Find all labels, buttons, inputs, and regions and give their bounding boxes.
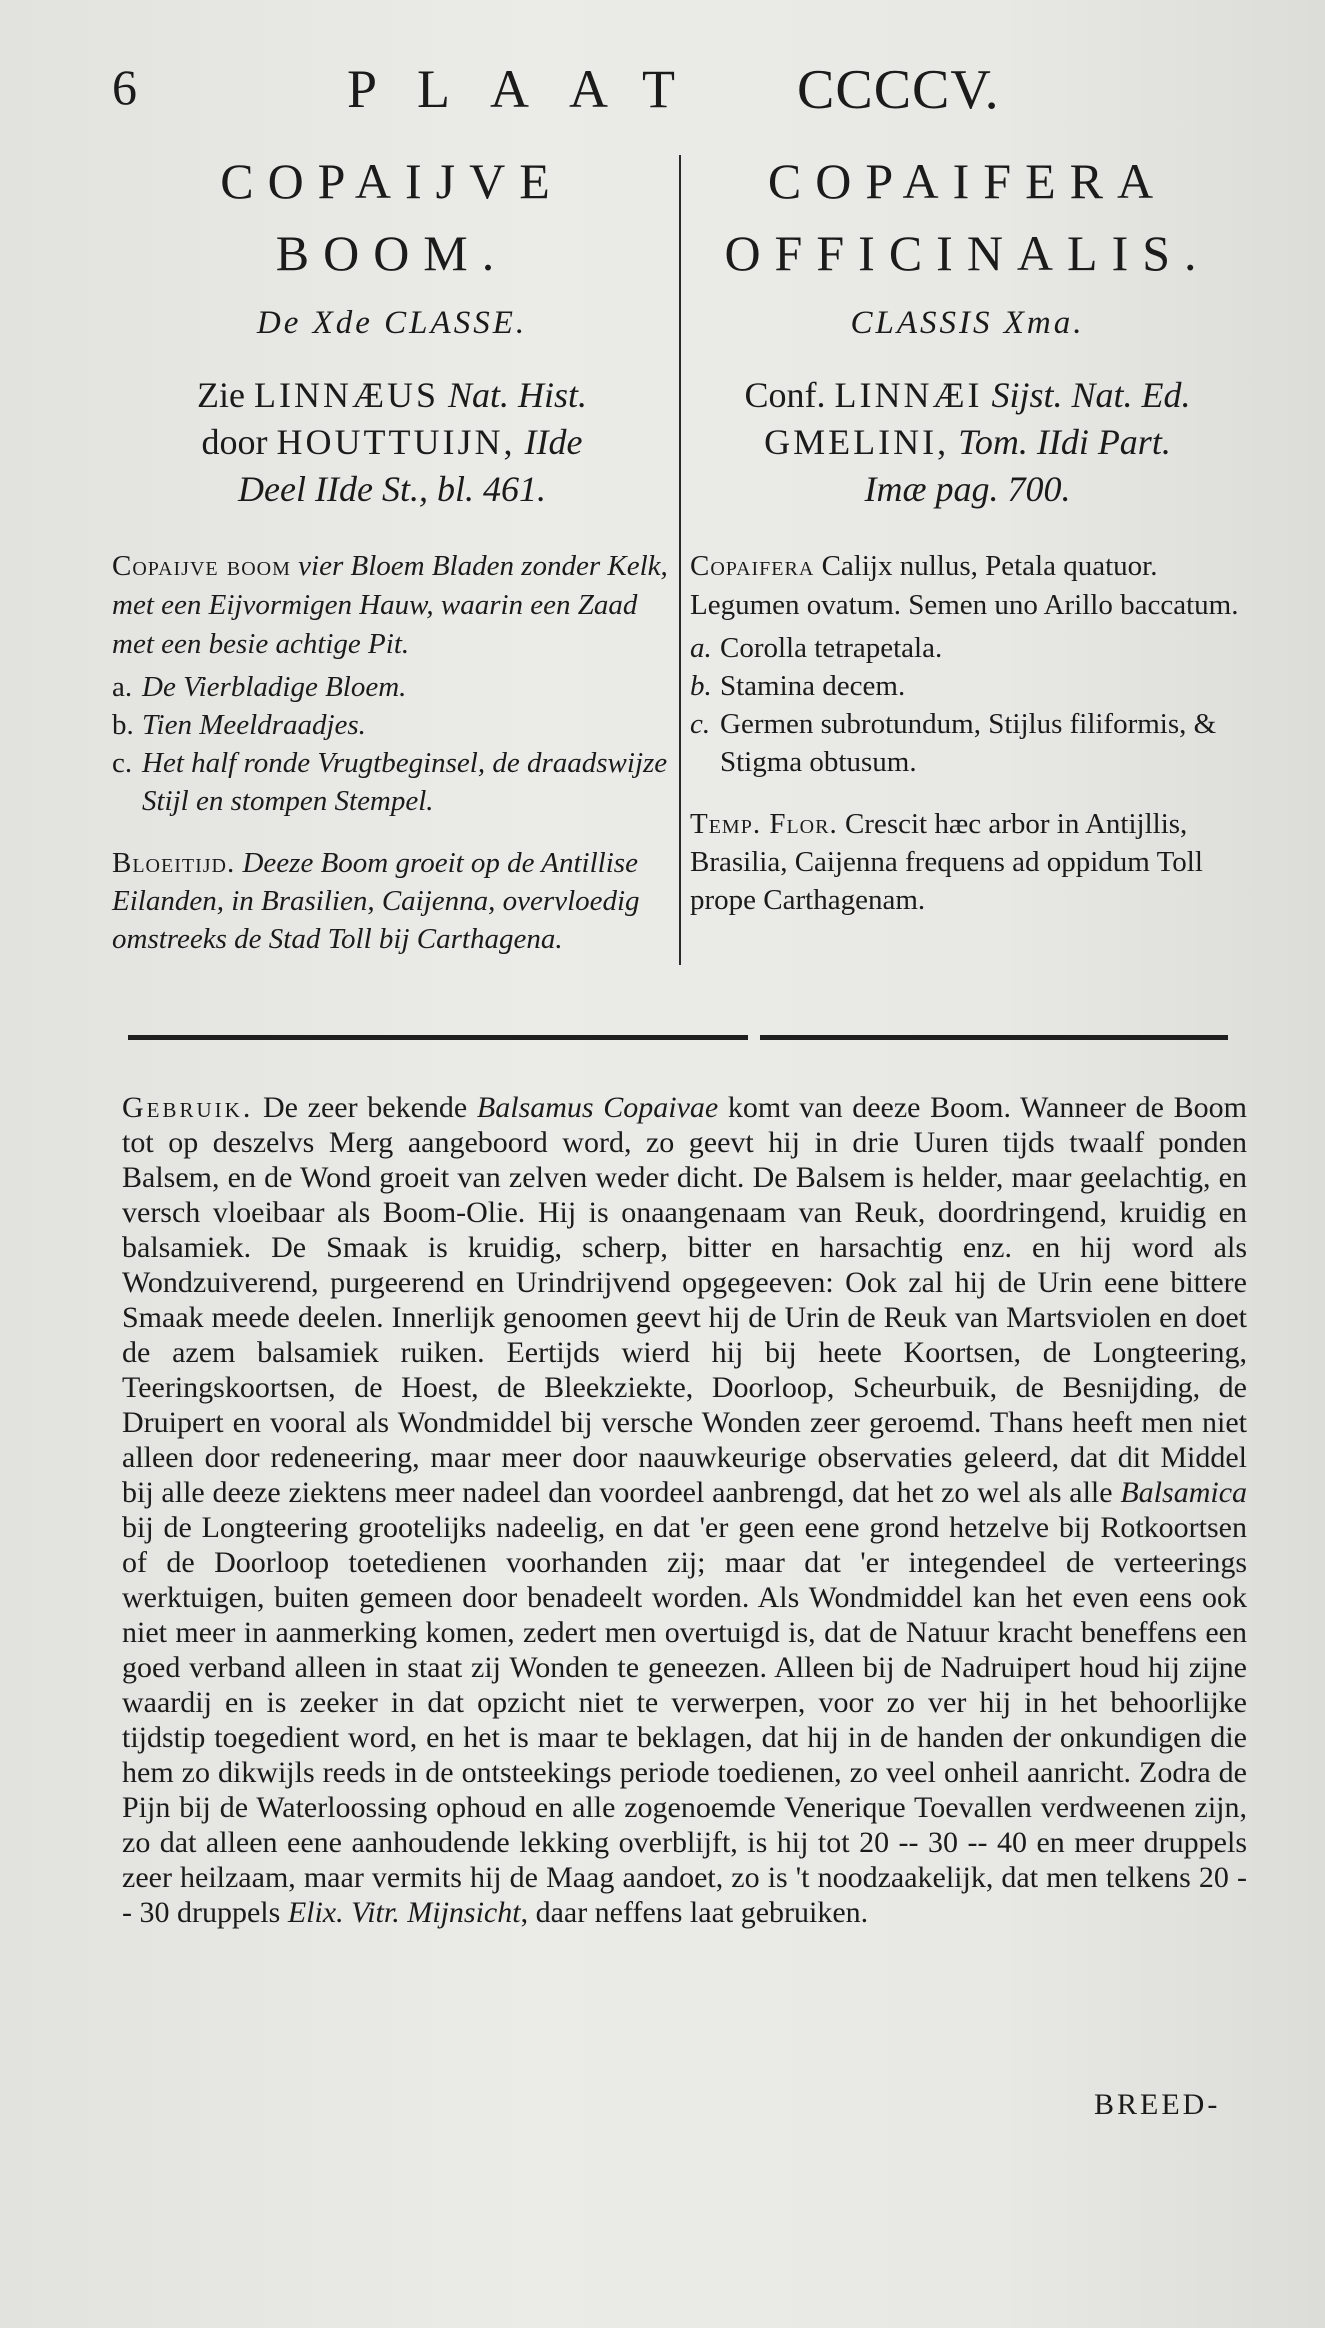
list-item — [112, 668, 672, 706]
plaat-label: PLAAT — [347, 59, 716, 119]
ref-word: Conf. — [744, 375, 826, 415]
ref-translator: HOUTTUIJN, — [276, 422, 516, 462]
ref-author: LINNÆI — [834, 375, 983, 415]
item-letter: a. — [112, 671, 133, 703]
paragraph-lead: Gebruik. — [122, 1091, 254, 1124]
paragraph-text: De zeer bekende — [263, 1091, 468, 1124]
item-text: De Vierbladige Bloem. — [142, 671, 407, 703]
paragraph-text: , daar neffens laat gebruiken. — [520, 1896, 869, 1929]
dutch-title — [112, 145, 672, 289]
description-lead: Copaijve boom — [112, 550, 291, 582]
paragraph-italic: Elix. Vitr. Mijnsicht — [287, 1896, 521, 1929]
item-letter: b. — [112, 709, 134, 741]
description-text: Calijx nullus, Petala quatuor. Legumen ovatum. Semen uno Arillo baccatum. — [690, 550, 1239, 621]
ref-word: door — [201, 422, 268, 462]
item-letter: b. — [690, 670, 712, 702]
ref-editor: GMELINI, — [764, 422, 950, 462]
dutch-column — [112, 145, 672, 958]
ref-word: Zie — [196, 375, 245, 415]
ref-work: Nat. Hist. — [447, 375, 588, 415]
list-item — [690, 705, 1245, 781]
dutch-classe: De Xde CLASSE. — [256, 305, 528, 341]
page-number: 6 — [112, 59, 139, 115]
dutch-reference — [112, 372, 672, 513]
item-letter: c. — [690, 708, 711, 740]
latin-title-line1: COPAIFERA — [767, 153, 1168, 209]
description-lead: Copaifera — [690, 550, 815, 582]
latin-flowering — [690, 805, 1245, 919]
dutch-parts-list — [112, 668, 672, 820]
latin-column — [690, 145, 1245, 919]
paragraph-text: bij de Longteering grootelijks nadeelig, en dat 'er geen eene grond hetzelve bij Rotkoortsen of de Doorloop toetedienen voorhanden zij; maar dat 'er integendeel de verteerings werktuigen, buiten gemeen door benadeelt worden. Als Wondmiddel kan het even eens ook niet meer in aanmerking komen, zedert men overtuigd is, dat de Natuur kracht beneffens een goed verband alleen in staat zij Wonden te geneezen. Alleen bij de Nadruipert houd hij zijne waardij en is zeeker in dat opzicht niet te verwerpen, voor zo ver hij in het behoorlijke tijdstip toegedient word, en het is maar te beklagen, dat hij in de handen der onkundigen die hem zo dikwijls reeds in de ontsteekings periode toedienen, zo veel onheil aanricht. Zodra de Pijn bij de Waterloossing ophoud en alle zogenoemde Venerique Toevallen verdweenen zijn, zo dat alleen eene aanhoudende lekking overblijft, is hij tot 20 -- 30 -- 40 en meer druppels zeer heilzaam, maar vermits hij de Maag aandoet, zo is 't noodzaakelijk, dat men telkens 20 -- 30 druppels — [122, 1511, 1247, 1929]
flowering-lead: Bloeitijd. — [112, 847, 236, 879]
item-text: Corolla tetrapetala. — [720, 632, 943, 664]
paragraph-text: komt van deeze Boom. Wanneer de Boom tot op deszelvs Merg aangeboord word, zo geevt hij in drie Uuren tijds twaalf ponden Balsem, en de Wond groeit van zelven weder dicht. De Balsem is helder, maar geelachtig, en versch vloeibaar als Boom-Olie. Hij is onaangenaam van Reuk, doordringend, kruidig en balsamiek. De Smaak is kruidig, scherp, bitter en harsachtig enz. en hij word als Wondzuiverend, purgeerend en Urindrijvend opgegeeven: Ook zal hij de Urin eene bittere Smaak meede deelen. Innerlijk genoomen geevt hij de Urin de Reuk van Martsviolen en doet de azem balsamiek ruiken. Eertijds wierd hij bij heete Koortsen, de Longteering, Teeringskoortsen, de Hoest, de Bleekziekte, Doorloop, Scheurbuik, de Besnijding, de Druipert en vooral als Wondmiddel bij versche Wonden zeer geroemd. Thans heeft men niet alleen door redeneering, maar meer door naauwkeurige observaties geleerd, dat dit Middel bij alle deeze ziektens meer nadeel dan voordeel aanbrengd, dat het zo wel als alle — [122, 1091, 1247, 1509]
list-item — [690, 667, 1245, 705]
latin-title-line2: OFFICINALIS. — [724, 225, 1211, 281]
list-item — [112, 744, 672, 820]
ref-part: Tom. IIdi Part. — [958, 422, 1171, 462]
flowering-text: Deeze Boom groeit op de Antillise Eilanden, in Brasilien, Caijenna, overvloedig omstreeks de Stad Toll bij Carthagena. — [112, 847, 640, 955]
item-letter: a. — [690, 632, 712, 664]
dutch-title-line1: COPAIJVE — [220, 153, 564, 209]
latin-description — [690, 547, 1245, 625]
ref-author: LINNÆUS — [253, 375, 439, 415]
item-text: Germen subrotundum, Stijlus filiformis, & Stigma obtusum. — [720, 708, 1217, 778]
section-rule-right — [760, 1035, 1228, 1040]
column-divider — [679, 155, 681, 965]
item-text: Tien Meeldraadjes. — [142, 709, 366, 741]
latin-classis: CLASSIS Xma. — [850, 305, 1085, 341]
list-item — [112, 706, 672, 744]
latin-parts-list — [690, 629, 1245, 781]
latin-reference — [690, 372, 1245, 513]
paragraph-italic: Balsamica — [1120, 1476, 1248, 1509]
list-item — [690, 629, 1245, 667]
ref-volume: Deel IIde St., bl. 461. — [238, 469, 546, 509]
latin-title — [690, 145, 1245, 289]
ref-work: Sijst. Nat. Ed. — [991, 375, 1191, 415]
gebruik-paragraph — [122, 1090, 1247, 1930]
item-text: Stamina decem. — [720, 670, 906, 702]
dutch-description — [112, 547, 672, 664]
ref-part: IIde — [524, 422, 583, 462]
description-text: vier Bloem Bladen zonder Kelk, met een Eijvormigen Hauw, waarin een Zaad met een besie achtige Pit. — [112, 550, 668, 660]
item-letter: c. — [112, 747, 133, 779]
catchword: BREED- — [1094, 2088, 1221, 2121]
paragraph-italic: Balsamus Copaivae — [476, 1091, 719, 1124]
dutch-title-line2: BOOM. — [275, 225, 509, 281]
item-text: Het half ronde Vrugtbeginsel, de draadswijze Stijl en stompen Stempel. — [142, 747, 668, 817]
page-header — [112, 58, 1012, 128]
ref-page: Imæ pag. 700. — [864, 469, 1071, 509]
flowering-text: Crescit hæc arbor in Antijllis, Brasilia, Caijenna frequens ad oppidum Toll prope Carthagenam. — [690, 808, 1203, 916]
dutch-flowering — [112, 844, 672, 958]
plaat-number: CCCCV. — [797, 59, 1000, 121]
flowering-lead: Temp. Flor. — [690, 808, 838, 840]
section-rule-left — [128, 1035, 748, 1040]
